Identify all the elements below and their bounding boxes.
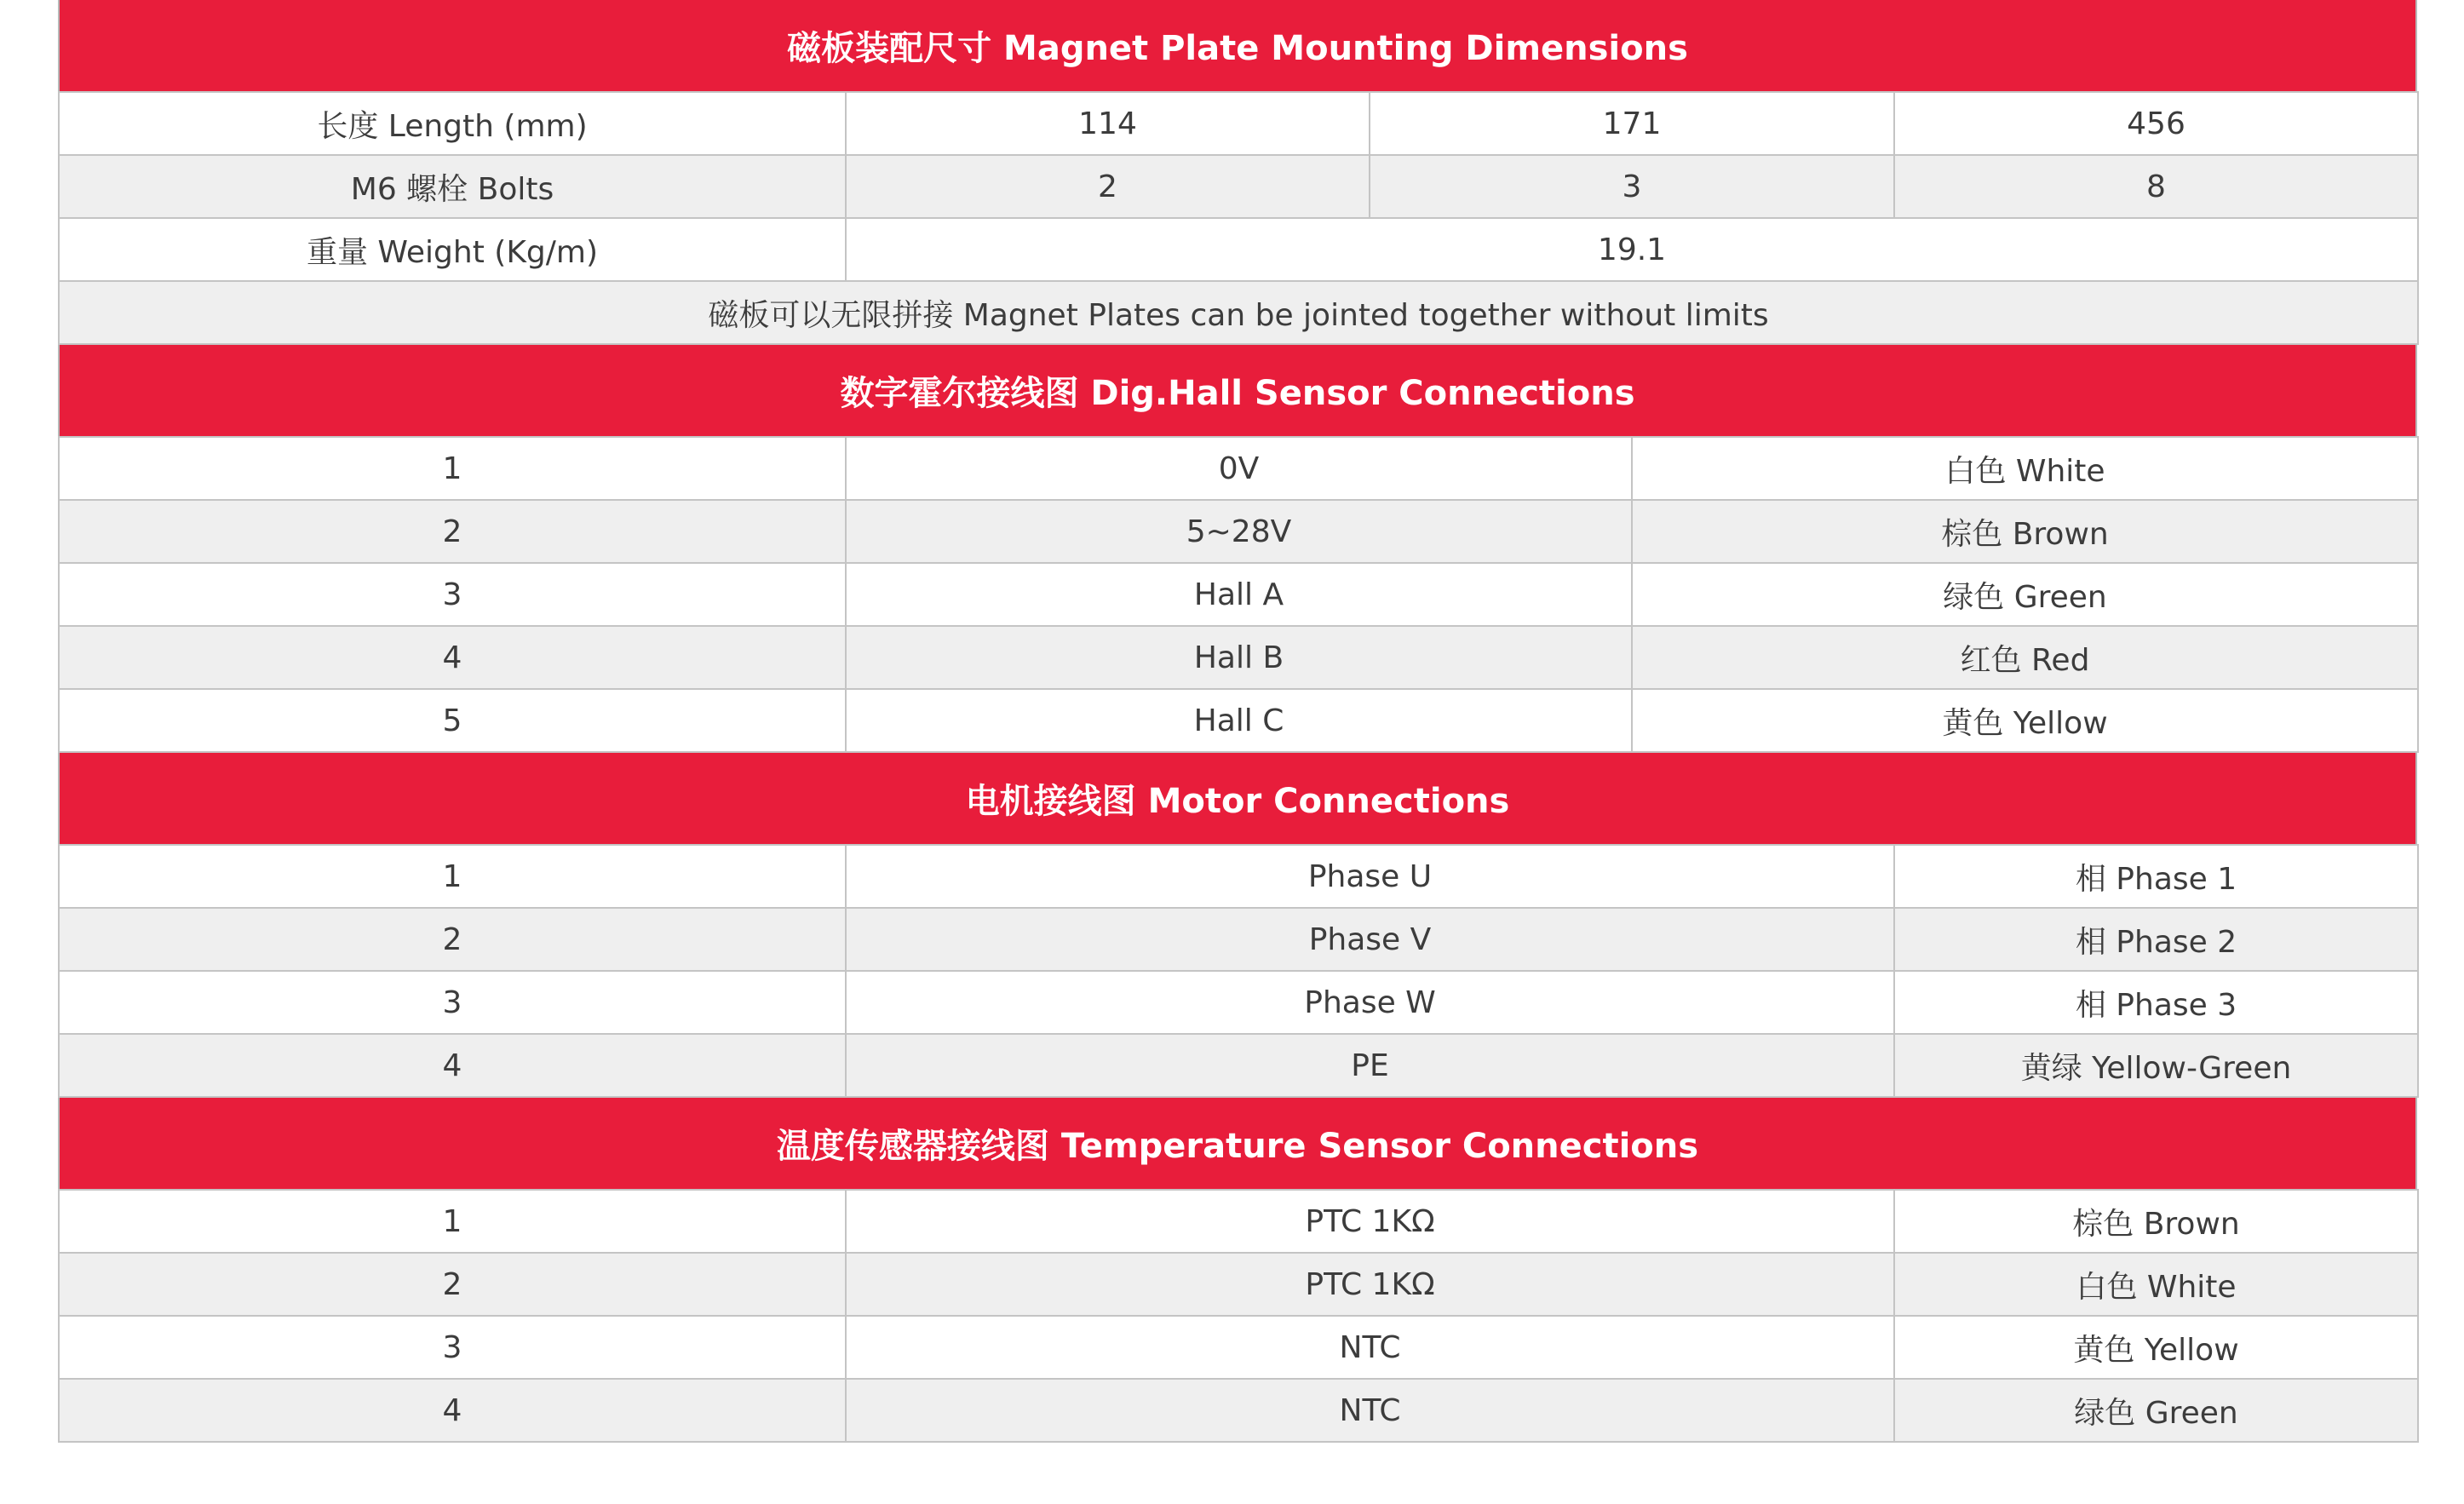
table-row (59, 563, 2418, 626)
hall-section-header (58, 345, 2417, 436)
motor-connections-table (58, 844, 2419, 1098)
table-cell: Hall B (846, 626, 1632, 689)
table-row (59, 971, 2418, 1034)
table-cell: 456 (1894, 92, 2418, 155)
table-row (59, 1190, 2418, 1253)
spec-sheet (58, 0, 2417, 1443)
magnet-section-header (58, 0, 2417, 91)
table-cell: Phase V (846, 908, 1894, 971)
table-row (59, 1379, 2418, 1442)
table-cell: 白色 White (1632, 437, 2418, 500)
table-cell: 长度 Length (mm) (59, 92, 846, 155)
table-cell: 棕色 Brown (1632, 500, 2418, 563)
table-cell: 4 (59, 1379, 846, 1442)
table-cell: 绿色 Green (1632, 563, 2418, 626)
table-row (59, 281, 2418, 344)
table-row (59, 92, 2418, 155)
motor-section-title: 电机接线图 Motor Connections (965, 782, 1510, 821)
table-cell: PTC 1KΩ (846, 1253, 1894, 1316)
table-cell: 3 (59, 563, 846, 626)
table-cell: 1 (59, 845, 846, 908)
table-cell: 4 (59, 626, 846, 689)
table-row (59, 908, 2418, 971)
table-cell: 114 (846, 92, 1370, 155)
table-cell: 2 (59, 1253, 846, 1316)
magnet-note: 磁板可以无限拼接 Magnet Plates can be jointed together without limits (59, 281, 2418, 344)
magnet-section-title: 磁板装配尺寸 Magnet Plate Mounting Dimensions (787, 29, 1688, 68)
table-cell: 8 (1894, 155, 2418, 218)
table-cell: NTC (846, 1379, 1894, 1442)
table-cell: PTC 1KΩ (846, 1190, 1894, 1253)
table-cell: 19.1 (846, 218, 2418, 281)
table-row (59, 1316, 2418, 1379)
temp-section-title: 温度传感器接线图 Temperature Sensor Connections (776, 1127, 1699, 1166)
table-cell: 棕色 Brown (1894, 1190, 2418, 1253)
table-row (59, 500, 2418, 563)
table-row (59, 1034, 2418, 1097)
table-cell: 相 Phase 3 (1894, 971, 2418, 1034)
table-cell: Phase U (846, 845, 1894, 908)
table-cell: 黄色 Yellow (1632, 689, 2418, 752)
table-row (59, 1253, 2418, 1316)
table-row (59, 845, 2418, 908)
table-cell: 1 (59, 437, 846, 500)
table-cell: 2 (59, 908, 846, 971)
table-cell: 5~28V (846, 500, 1632, 563)
table-cell: 2 (59, 500, 846, 563)
hall-section-title: 数字霍尔接线图 Dig.Hall Sensor Connections (840, 374, 1635, 413)
table-cell: 黄绿 Yellow-Green (1894, 1034, 2418, 1097)
table-cell: 0V (846, 437, 1632, 500)
table-cell: Phase W (846, 971, 1894, 1034)
table-cell: NTC (846, 1316, 1894, 1379)
table-cell: 绿色 Green (1894, 1379, 2418, 1442)
table-cell: 重量 Weight (Kg/m) (59, 218, 846, 281)
table-cell: M6 螺栓 Bolts (59, 155, 846, 218)
table-cell: 相 Phase 1 (1894, 845, 2418, 908)
table-cell: 4 (59, 1034, 846, 1097)
table-cell: 3 (1370, 155, 1894, 218)
table-cell: Hall C (846, 689, 1632, 752)
table-cell: 2 (846, 155, 1370, 218)
table-cell: 1 (59, 1190, 846, 1253)
table-row (59, 218, 2418, 281)
table-row (59, 155, 2418, 218)
table-cell: 5 (59, 689, 846, 752)
table-row (59, 626, 2418, 689)
table-cell: Hall A (846, 563, 1632, 626)
table-cell: 3 (59, 971, 846, 1034)
magnet-dimensions-table (58, 91, 2419, 345)
table-cell: 相 Phase 2 (1894, 908, 2418, 971)
table-row (59, 689, 2418, 752)
table-cell: 白色 White (1894, 1253, 2418, 1316)
temp-connections-table (58, 1189, 2419, 1443)
temp-section-header (58, 1098, 2417, 1189)
hall-connections-table (58, 436, 2419, 753)
table-cell: PE (846, 1034, 1894, 1097)
table-cell: 3 (59, 1316, 846, 1379)
table-cell: 171 (1370, 92, 1894, 155)
table-row (59, 437, 2418, 500)
motor-section-header (58, 753, 2417, 844)
table-cell: 黄色 Yellow (1894, 1316, 2418, 1379)
table-cell: 红色 Red (1632, 626, 2418, 689)
